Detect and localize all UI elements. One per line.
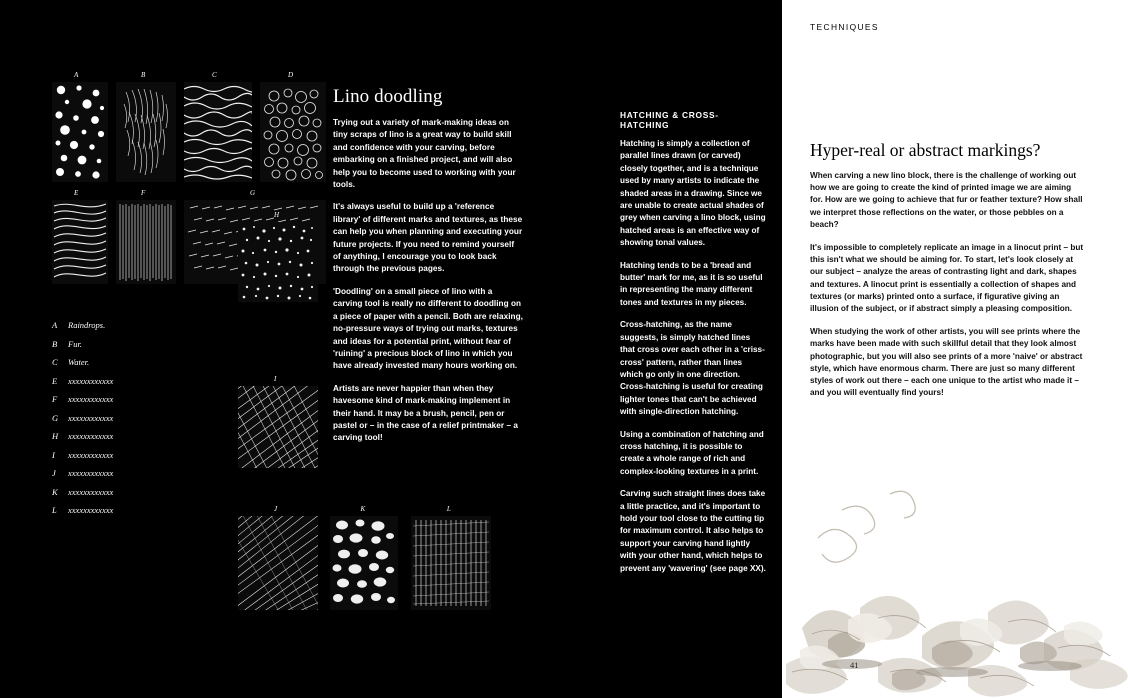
legend-item <box>52 316 232 335</box>
plate-label-d: D <box>288 71 294 79</box>
right-para-3: When studying the work of other artists, you will see prints where the marks have been made with such skillful detail that they look almost photographic, but you will also see prints of a more 'naive' or abstract style, which have enormous charm. There are just so many different styles of work out there – each one unique to the artist who made it – and you will eventually find yours! <box>810 327 1083 398</box>
legend-key: H <box>52 431 59 441</box>
plate-i-wrap <box>238 375 318 468</box>
hatching-column <box>620 110 766 585</box>
plate-label-g: G <box>250 189 256 197</box>
hatching-para-3: Cross-hatching, as the name suggests, is simply hatched lines that cross over each other in a 'criss-cross' pattern, rather than lines which go only in one direction. Cross-hatching is useful for creating lighter tones that can't be achieved with single-direction hatching. <box>620 320 765 417</box>
legend-value: xxxxxxxxxxxx <box>68 375 114 386</box>
lino-doodling-column <box>333 86 523 455</box>
plate-label-c: C <box>212 71 217 79</box>
plate-label-l: L <box>446 505 452 513</box>
legend-key: G <box>52 412 59 423</box>
right-page <box>782 0 1128 698</box>
legend-key: A <box>52 320 58 330</box>
wavy-water-lines-icon <box>184 82 252 182</box>
right-column <box>810 140 1086 410</box>
vertical-straight-hatch-icon <box>116 200 176 284</box>
legend-key: K <box>52 486 58 497</box>
plate-legend <box>52 316 232 520</box>
legend-key: I <box>52 449 55 460</box>
flowing-contour-lines-icon <box>52 200 108 284</box>
legend-value: xxxxxxxxxxxx <box>68 394 114 404</box>
dots-white-on-black-icon <box>52 82 108 182</box>
legend-value: Fur. <box>68 338 82 349</box>
diagonal-cross-hatch-icon <box>238 386 318 468</box>
legend-value: xxxxxxxxxxxx <box>68 449 114 460</box>
hatching-heading: HATCHING & CROSS-HATCHING <box>620 110 719 130</box>
legend-key: C <box>52 357 58 367</box>
plate-label-f: F <box>141 189 146 197</box>
grid-cross-hatch-icon <box>411 516 491 610</box>
legend-key: F <box>52 394 58 404</box>
hatching-para-2: Hatching tends to be a 'bread and butter' mark for me, as it is so useful in representing the many different tones and textures in my pieces. <box>620 260 763 307</box>
fine-stipple-texture-icon <box>238 222 318 302</box>
plate-label-h: H <box>274 211 280 219</box>
plate-a <box>52 82 108 182</box>
plate-row-jkl <box>238 505 491 610</box>
plate-label-b: B <box>141 71 146 79</box>
fur-strokes-icon <box>116 82 176 182</box>
legend-item <box>52 501 232 520</box>
hatching-para-5: Carving such straight lines does take a little practice, and it's important to hold your tool close to the cutting tip for maximum control. It also helps to support your carving hand lightly with your other hand, which helps to prevent any 'wavering' (see page XX). <box>620 489 766 573</box>
legend-item <box>52 353 232 372</box>
lino-shavings-illustration <box>782 458 1128 698</box>
plate-row <box>52 71 318 182</box>
legend-item <box>52 446 232 465</box>
legend-item <box>52 390 232 409</box>
right-para-1: When carving a new lino block, there is the challenge of working out how we are going to create the kind of printed image we are aiming for. How are we going to achieve that fur or feather texture? How shall we interpret those reflections on the water, or those pebbles on a beach? <box>810 171 1083 229</box>
plate-label-a: A <box>74 71 79 79</box>
right-para-2: It's impossible to completely replicate an image in a linocut print – but this isn't what we should be aiming for. To start, let's look closely at our subject – analyze the areas of contrasting light and dark, shapes and textures. A linocut print is essentially a collection of shapes and textures (or marks) printed onto a surface, if figurative giving an illusion of the subject, or if abstract simply a pleasing composition. <box>810 243 1084 314</box>
legend-item <box>52 372 232 391</box>
hatching-para-4: Using a combination of hatching and cross hatching, it is possible to create a whole range of rich and complex-looking textures in a print. <box>620 429 764 476</box>
running-head: TECHNIQUES <box>810 22 879 32</box>
lino-doodling-para-2: It's always useful to build up a 'reference library' of different marks and textures, as these can help you when planning and executing your future projects. If you need to remind yourself of anything, I encourage you to look back through the previous pages. <box>333 202 523 274</box>
lino-doodling-para-3: 'Doodling' on a small piece of lino with a carving tool is really no different to doodling on a piece of paper with a pencil. Both are relaxing, no-pressure ways of trying out marks, textures and ideas for a potential print, without fear of 'ruining' a precious block of lino in which you have already invested many hours working on. <box>333 286 523 371</box>
pebble-circles-icon <box>260 82 326 182</box>
plate-l <box>411 516 491 610</box>
legend-value: xxxxxxxxxxxx <box>68 505 114 515</box>
plate-label-j: J <box>274 505 278 513</box>
plate-k <box>330 516 398 610</box>
lino-shavings-photo <box>782 458 1128 698</box>
plate-b <box>116 82 176 182</box>
legend-key: L <box>52 505 57 515</box>
legend-key: B <box>52 338 58 349</box>
dense-diagonal-hatch-icon <box>238 516 318 610</box>
legend-item <box>52 335 232 354</box>
plate-label-e: E <box>74 189 79 197</box>
legend-item <box>52 427 232 446</box>
legend-value: Water. <box>68 357 90 367</box>
plate-h <box>238 222 318 302</box>
legend-value: xxxxxxxxxxxx <box>68 412 114 423</box>
legend-value: xxxxxxxxxxxx <box>68 468 114 478</box>
plate-c <box>184 82 252 182</box>
plate-j <box>238 516 318 610</box>
plate-label-i: I <box>274 375 277 383</box>
plate-h-wrap <box>238 211 318 302</box>
scattered-pebbles-icon <box>330 516 398 610</box>
legend-item <box>52 464 232 483</box>
plate-d <box>260 82 326 182</box>
legend-value: xxxxxxxxxxxx <box>68 486 114 497</box>
legend-item <box>52 409 232 428</box>
plate-e <box>52 200 108 284</box>
page-number: 41 <box>850 660 859 670</box>
legend-key: E <box>52 375 58 386</box>
right-page-title: Hyper-real or abstract markings? <box>810 140 1041 160</box>
legend-value: xxxxxxxxxxxx <box>68 431 114 441</box>
hatching-para-1: Hatching is simply a collection of parallel lines drawn (or carved) closely together, and is a technique used by many artists to indicate the shaded areas in a drawing. Since we are unable to create actual shades of grey when carving a lino block, using hatched areas is an effective way of showing tonal values. <box>620 139 766 248</box>
plate-label-k: K <box>360 505 366 513</box>
plate-i <box>238 386 318 468</box>
legend-item <box>52 483 232 502</box>
plate-f <box>116 200 176 284</box>
lino-doodling-title: Lino doodling <box>333 86 443 107</box>
lino-doodling-para-4: Artists are never happier than when they havesome kind of mark-making implement in their hand. It may be a brush, pencil, pen or pastel or – in the case of a relief printmaker – a carving tool! <box>333 383 518 443</box>
legend-value: Raindrops. <box>68 320 106 330</box>
lino-doodling-para-1: Trying out a variety of mark-making ideas on tiny scraps of lino is a great way to build skill and confidence with your carving, before embarking on a finished project, and will also help you to become used to working with your tools. <box>333 118 516 190</box>
legend-key: J <box>52 468 56 478</box>
